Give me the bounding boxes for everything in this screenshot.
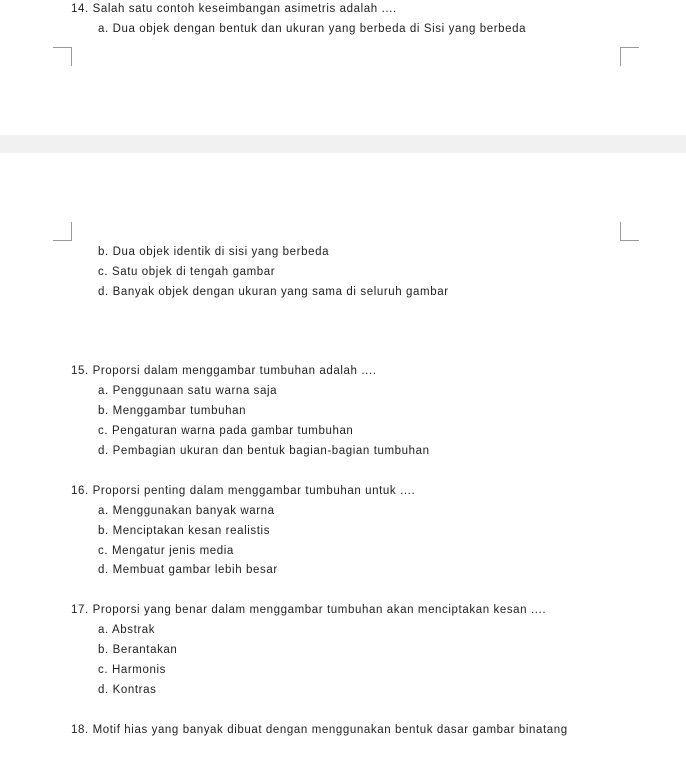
option-17-b: b. Berantakan [98,644,178,656]
option-14-b: b. Dua objek identik di sisi yang berbeda [98,246,330,258]
page-break [0,135,686,153]
option-15-c: c. Pengaturan warna pada gambar tumbuhan [98,425,354,437]
option-16-c: c. Mengatur jenis media [98,545,234,557]
option-16-b: b. Menciptakan kesan realistis [98,525,271,537]
option-17-a: a. Abstrak [98,624,156,636]
crop-mark-bottom-right [620,222,639,241]
question-14: 14. Salah satu contoh keseimbangan asimetris adalah .... [71,3,397,15]
option-14-d: d. Banyak objek dengan ukuran yang sama di seluruh gambar [98,286,449,298]
option-14-a: a. Dua objek dengan bentuk dan ukuran yang berbeda di Sisi yang berbeda [98,23,527,35]
crop-mark-bottom-left [53,222,72,241]
question-17: 17. Proporsi yang benar dalam menggambar tumbuhan akan menciptakan kesan .... [71,604,547,616]
crop-mark-top-left [53,47,72,66]
option-15-a: a. Penggunaan satu warna saja [98,385,278,397]
option-17-d: d. Kontras [98,684,157,696]
option-16-d: d. Membuat gambar lebih besar [98,564,278,576]
option-15-b: b. Menggambar tumbuhan [98,405,247,417]
question-16: 16. Proporsi penting dalam menggambar tumbuhan untuk .... [71,485,416,497]
crop-mark-top-right [620,47,639,66]
question-15: 15. Proporsi dalam menggambar tumbuhan adalah .... [71,365,377,377]
option-14-c: c. Satu objek di tengah gambar [98,266,276,278]
option-17-c: c. Harmonis [98,664,166,676]
option-16-a: a. Menggunakan banyak warna [98,505,275,517]
option-15-d: d. Pembagian ukuran dan bentuk bagian-bagian tumbuhan [98,445,430,457]
question-18: 18. Motif hias yang banyak dibuat dengan menggunakan bentuk dasar gambar binatang [71,724,568,736]
